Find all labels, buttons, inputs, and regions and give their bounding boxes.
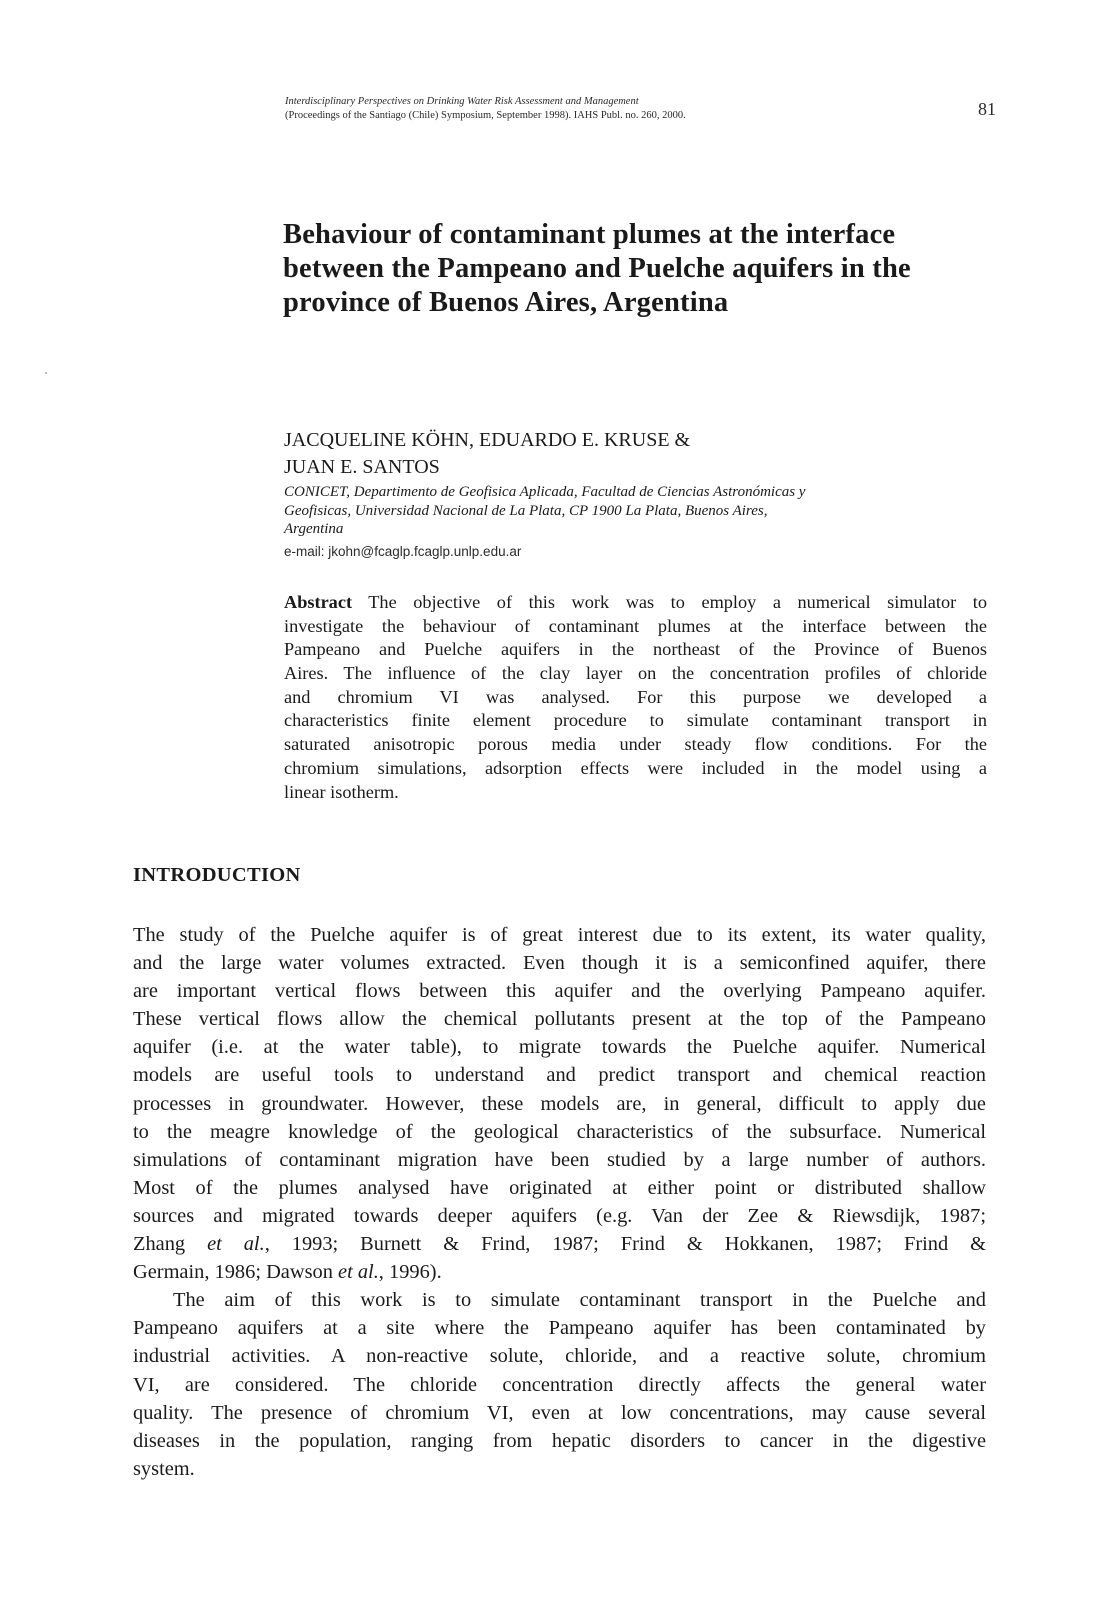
section-heading-introduction: INTRODUCTION [133, 864, 301, 886]
abstract-line: and chromium VI was analysed. For this purpose we developed a [284, 686, 987, 707]
body-line: are important vertical flows between this aquifer and the overlying Pampeano aquifer. [133, 980, 986, 1003]
author-line: JUAN E. SANTOS [284, 456, 440, 478]
body-line: diseases in the population, ranging from hepatic disorders to cancer in the digestive [133, 1429, 986, 1452]
body-line: These vertical flows allow the chemical pollutants present at the top of the Pampeano [133, 1008, 986, 1031]
abstract-line: Aires. The influence of the clay layer on the concentration profiles of chloride [284, 663, 987, 684]
body-line: to the meagre knowledge of the geological characteristics of the subsurface. Numerical [133, 1120, 986, 1143]
abstract-line: chromium simulations, adsorption effects were included in the model using a [284, 757, 987, 778]
affiliation-line: Geofisicas, Universidad Nacional de La Plata, CP 1900 La Plata, Buenos Aires, [284, 502, 768, 519]
body-line [133, 1230, 986, 1258]
abstract-label: Abstract [284, 592, 353, 612]
body-line: aquifer (i.e. at the water table), to migrate towards the Puelche aquifer. Numerical [133, 1036, 986, 1059]
abstract-line: characteristics finite element procedure to simulate contaminant transport in [284, 710, 987, 731]
title-line: province of Buenos Aires, Argentina [283, 287, 729, 318]
body-line: system. [133, 1457, 195, 1480]
affiliation-line: Argentina [284, 521, 344, 537]
author-line: JACQUELINE KÖHN, EDUARDO E. KRUSE & [284, 429, 691, 451]
body-line: Most of the plumes analysed have originated at either point or distributed shallow [133, 1176, 986, 1199]
article-title [283, 218, 1003, 320]
abstract-line: Pampeano and Puelche aquifers in the northeast of the Province of Buenos [284, 639, 987, 660]
series-title: Interdisciplinary Perspectives on Drinking Water Risk Assessment and Management [285, 96, 639, 107]
body-line: quality. The presence of chromium VI, even at low concentrations, may cause several [133, 1401, 986, 1424]
body-line [133, 1258, 986, 1286]
citation-text: , 1996). [378, 1261, 442, 1284]
contact-email: e-mail: jkohn@fcaglp.fcaglp.unlp.edu.ar [284, 544, 522, 559]
body-line: sources and migrated towards deeper aquifers (e.g. Van der Zee & Riewsdijk, 1987; [133, 1204, 986, 1227]
citation-etal: et al. [338, 1261, 379, 1284]
proceedings-citation: (Proceedings of the Santiago (Chile) Symposium, September 1998). IAHS Publ. no. 260, 2000. [285, 110, 686, 121]
abstract-line: linear isotherm. [284, 781, 399, 802]
page-number: 81 [978, 99, 996, 119]
abstract-line: investigate the behaviour of contaminant plumes at the interface between the [284, 615, 987, 636]
citation-text: Zhang [133, 1233, 208, 1256]
body-line: processes in groundwater. However, these models are, in general, difficult to apply due [133, 1092, 986, 1115]
author-list [284, 427, 984, 481]
body-line: VI, are considered. The chloride concentration directly affects the general water [133, 1373, 986, 1396]
body-line: and the large water volumes extracted. Even though it is a semiconfined aquifer, there [133, 952, 986, 975]
abstract-text: The objective of this work was to employ a numerical simulator to [368, 592, 987, 612]
citation-text: , 1993; Burnett & Frind, 1987; Frind & Hokkanen, 1987; Frind & [264, 1233, 986, 1256]
body-line: Pampeano aquifers at a site where the Pampeano aquifer has been contaminated by [133, 1317, 986, 1340]
title-line: Behaviour of contaminant plumes at the interface [283, 219, 896, 250]
title-line: between the Pampeano and Puelche aquifers in the [283, 253, 911, 284]
abstract-line [284, 591, 987, 615]
body-line: The aim of this work is to simulate contaminant transport in the Puelche and [173, 1289, 986, 1312]
body-line: models are useful tools to understand and predict transport and chemical reaction [133, 1064, 986, 1087]
introduction-body [133, 921, 986, 1483]
abstract [284, 591, 987, 804]
body-line: simulations of contaminant migration have been studied by a large number of authors. [133, 1148, 986, 1171]
author-affiliation [284, 483, 984, 539]
citation-etal: et al. [207, 1233, 265, 1256]
abstract-line: saturated anisotropic porous media under steady flow conditions. For the [284, 734, 987, 755]
scan-speck [45, 372, 47, 374]
running-header [285, 95, 965, 123]
citation-text: Germain, 1986; Dawson [133, 1261, 339, 1284]
body-line: industrial activities. A non-reactive solute, chloride, and a reactive solute, chromium [133, 1345, 986, 1368]
body-line: The study of the Puelche aquifer is of great interest due to its extent, its water quality, [133, 924, 986, 946]
affiliation-line: CONICET, Departimento de Geofisica Aplicada, Facultad de Ciencias Astronómicas y [284, 484, 806, 500]
